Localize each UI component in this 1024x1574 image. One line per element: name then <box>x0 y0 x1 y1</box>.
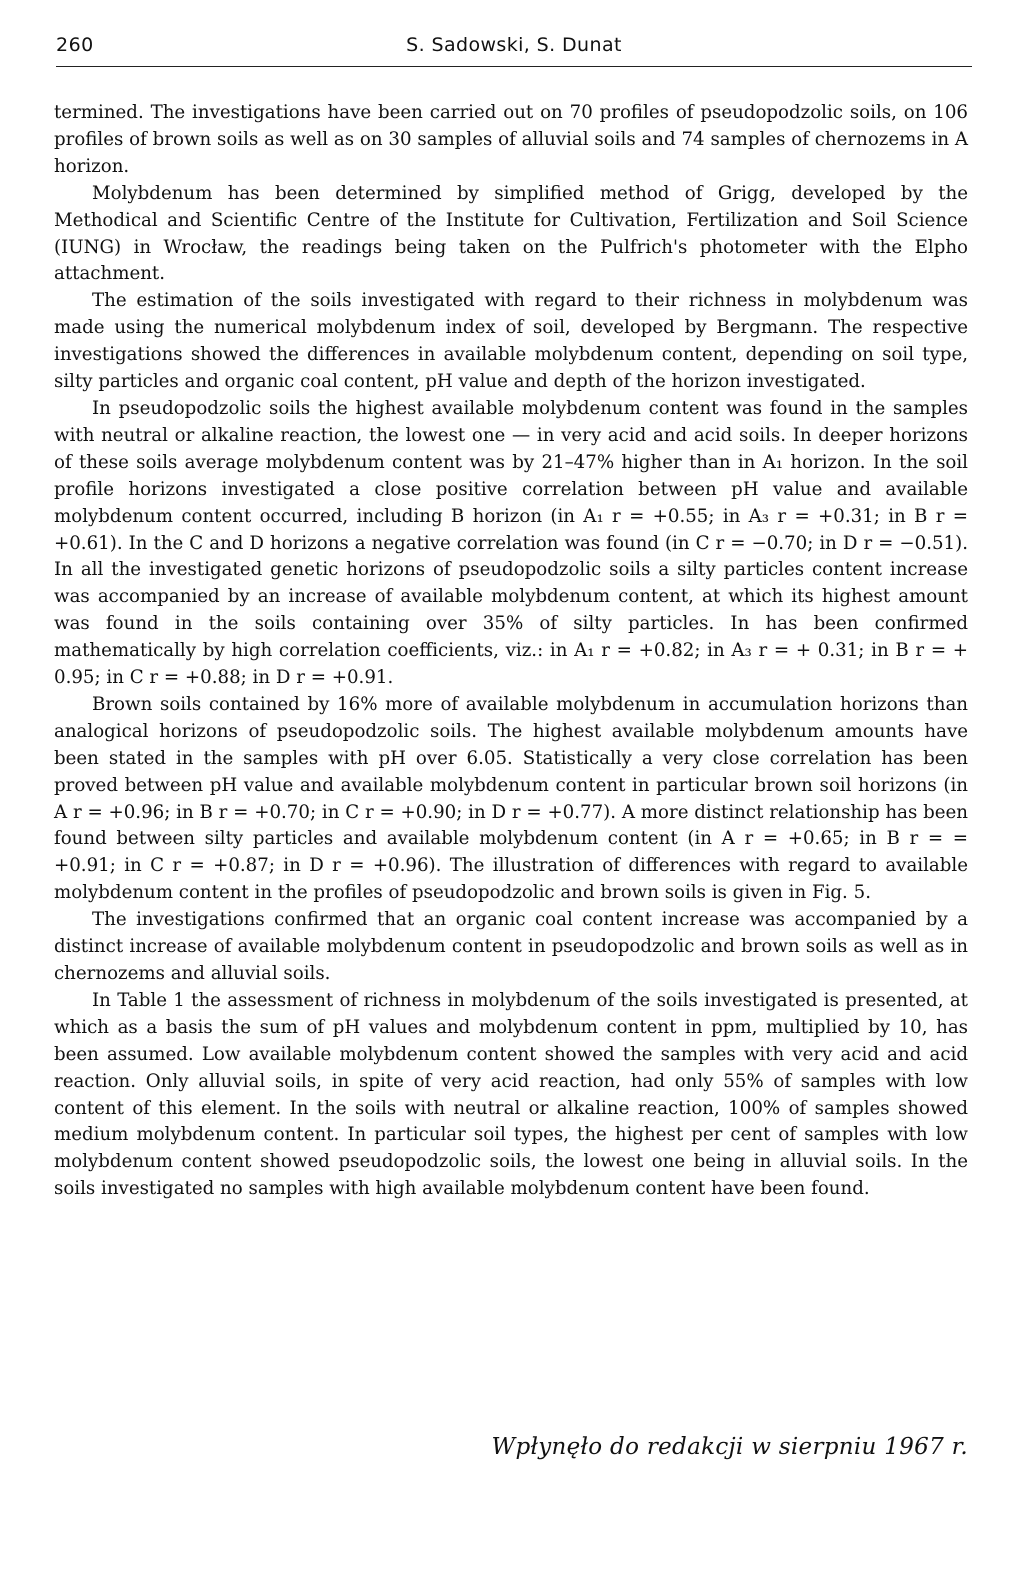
received-date-note: Wpłynęło do redakcji w sierpniu 1967 r. <box>491 1434 968 1460</box>
header-rule <box>56 66 972 67</box>
page-number: 260 <box>56 34 94 56</box>
running-head-authors: S. Sadowski, S. Dunat <box>406 34 622 56</box>
paragraph-table-assessment: In Table 1 the assessment of richness in molybdenum of the soils investigated is presented, at which as a basis the sum of pH values and molybdenum content in ppm, multiplied by 10, has been assumed. Low available molybdenum content showed the samples with very acid and acid reaction. Only alluvial soils, in spite of very acid reaction, had only 55% of samples with low content of this element. In the soils with neutral or alkaline reaction, 100% of samples showed medium molybdenum content. In particular soil types, the highest per cent of samples with low molybdenum content showed pseudopodzolic soils, the lowest one being in alluvial soils. In the soils investigated no samples with high available molybdenum content have been found. <box>54 989 968 1200</box>
paragraph-methods: Molybdenum has been determined by simplified method of Grigg, developed by the Methodical and Scientific Centre of the Institute for Cultivation, Fertilization and Soil Science (IUNG) in Wrocław, the readings being taken on the Pulfrich's photometer with the Elpho attachment. <box>54 182 968 285</box>
paragraph-continuation: termined. The investigations have been carried out on 70 profiles of pseudopodzolic soils, on 106 profiles of brown soils as well as on 30 samples of alluvial soils and 74 samples of chernozems in A horizon. <box>54 102 968 177</box>
paragraph-pseudopodzolic: In pseudopodzolic soils the highest available molybdenum content was found in the samples with neutral or alkaline reaction, the lowest one — in very acid and acid soils. In deeper horizons of these soils average molybdenum content was by 21–47% higher than in A₁ horizon. In the soil profile horizons investigated a close positive correlation between pH value and available molybdenum content occurred, including B horizon (in A₁ r = +0.55; in A₃ r = +0.31; in B r = +0.61). In the C and D horizons a negative correlation was found (in C r = −0.70; in D r = −0.51). In all the investigated genetic horizons of pseudopodzolic soils a silty particles content increase was accompanied by an increase of available molybdenum content, at which its highest amount was found in the soils containing over 35% of silty particles. In has been confirmed mathematically by high correlation coefficients, viz.: in A₁ r = +0.82; in A₃ r = + 0.31; in B r = + 0.95; in C r = +0.88; in D r = +0.91. <box>54 397 968 689</box>
paragraph-estimation: The estimation of the soils investigated with regard to their richness in molybdenum was made using the numerical molybdenum index of soil, developed by Bergmann. The respective investigations showed the differences in available molybdenum content, depending on soil type, silty particles and organic coal content, pH value and depth of the horizon investigated. <box>54 290 968 393</box>
paragraph-organic-coal: The investigations confirmed that an organic coal content increase was accompanied by a distinct increase of available molybdenum content in pseudopodzolic and brown soils as well as in chernozems and alluvial soils. <box>54 909 968 984</box>
body-text <box>54 100 968 1203</box>
page-header <box>56 30 972 66</box>
paragraph-brown-soils: Brown soils contained by 16% more of available molybdenum in accumulation horizons than analogical horizons of pseudopodzolic soils. The highest available molybdenum amounts have been stated in the samples with pH over 6.05. Statistically a very close correlation has been proved between pH value and available molybdenum content in particular brown soil horizons (in A r = +0.96; in B r = +0.70; in C r = +0.90; in D r = +0.77). A more distinct relationship has been found between silty particles and available molybdenum content (in A r = +0.65; in B r = = +0.91; in C r = +0.87; in D r = +0.96). The illustration of differences with regard to available molybdenum content in the profiles of pseudopodzolic and brown soils is given in Fig. 5. <box>54 693 968 904</box>
